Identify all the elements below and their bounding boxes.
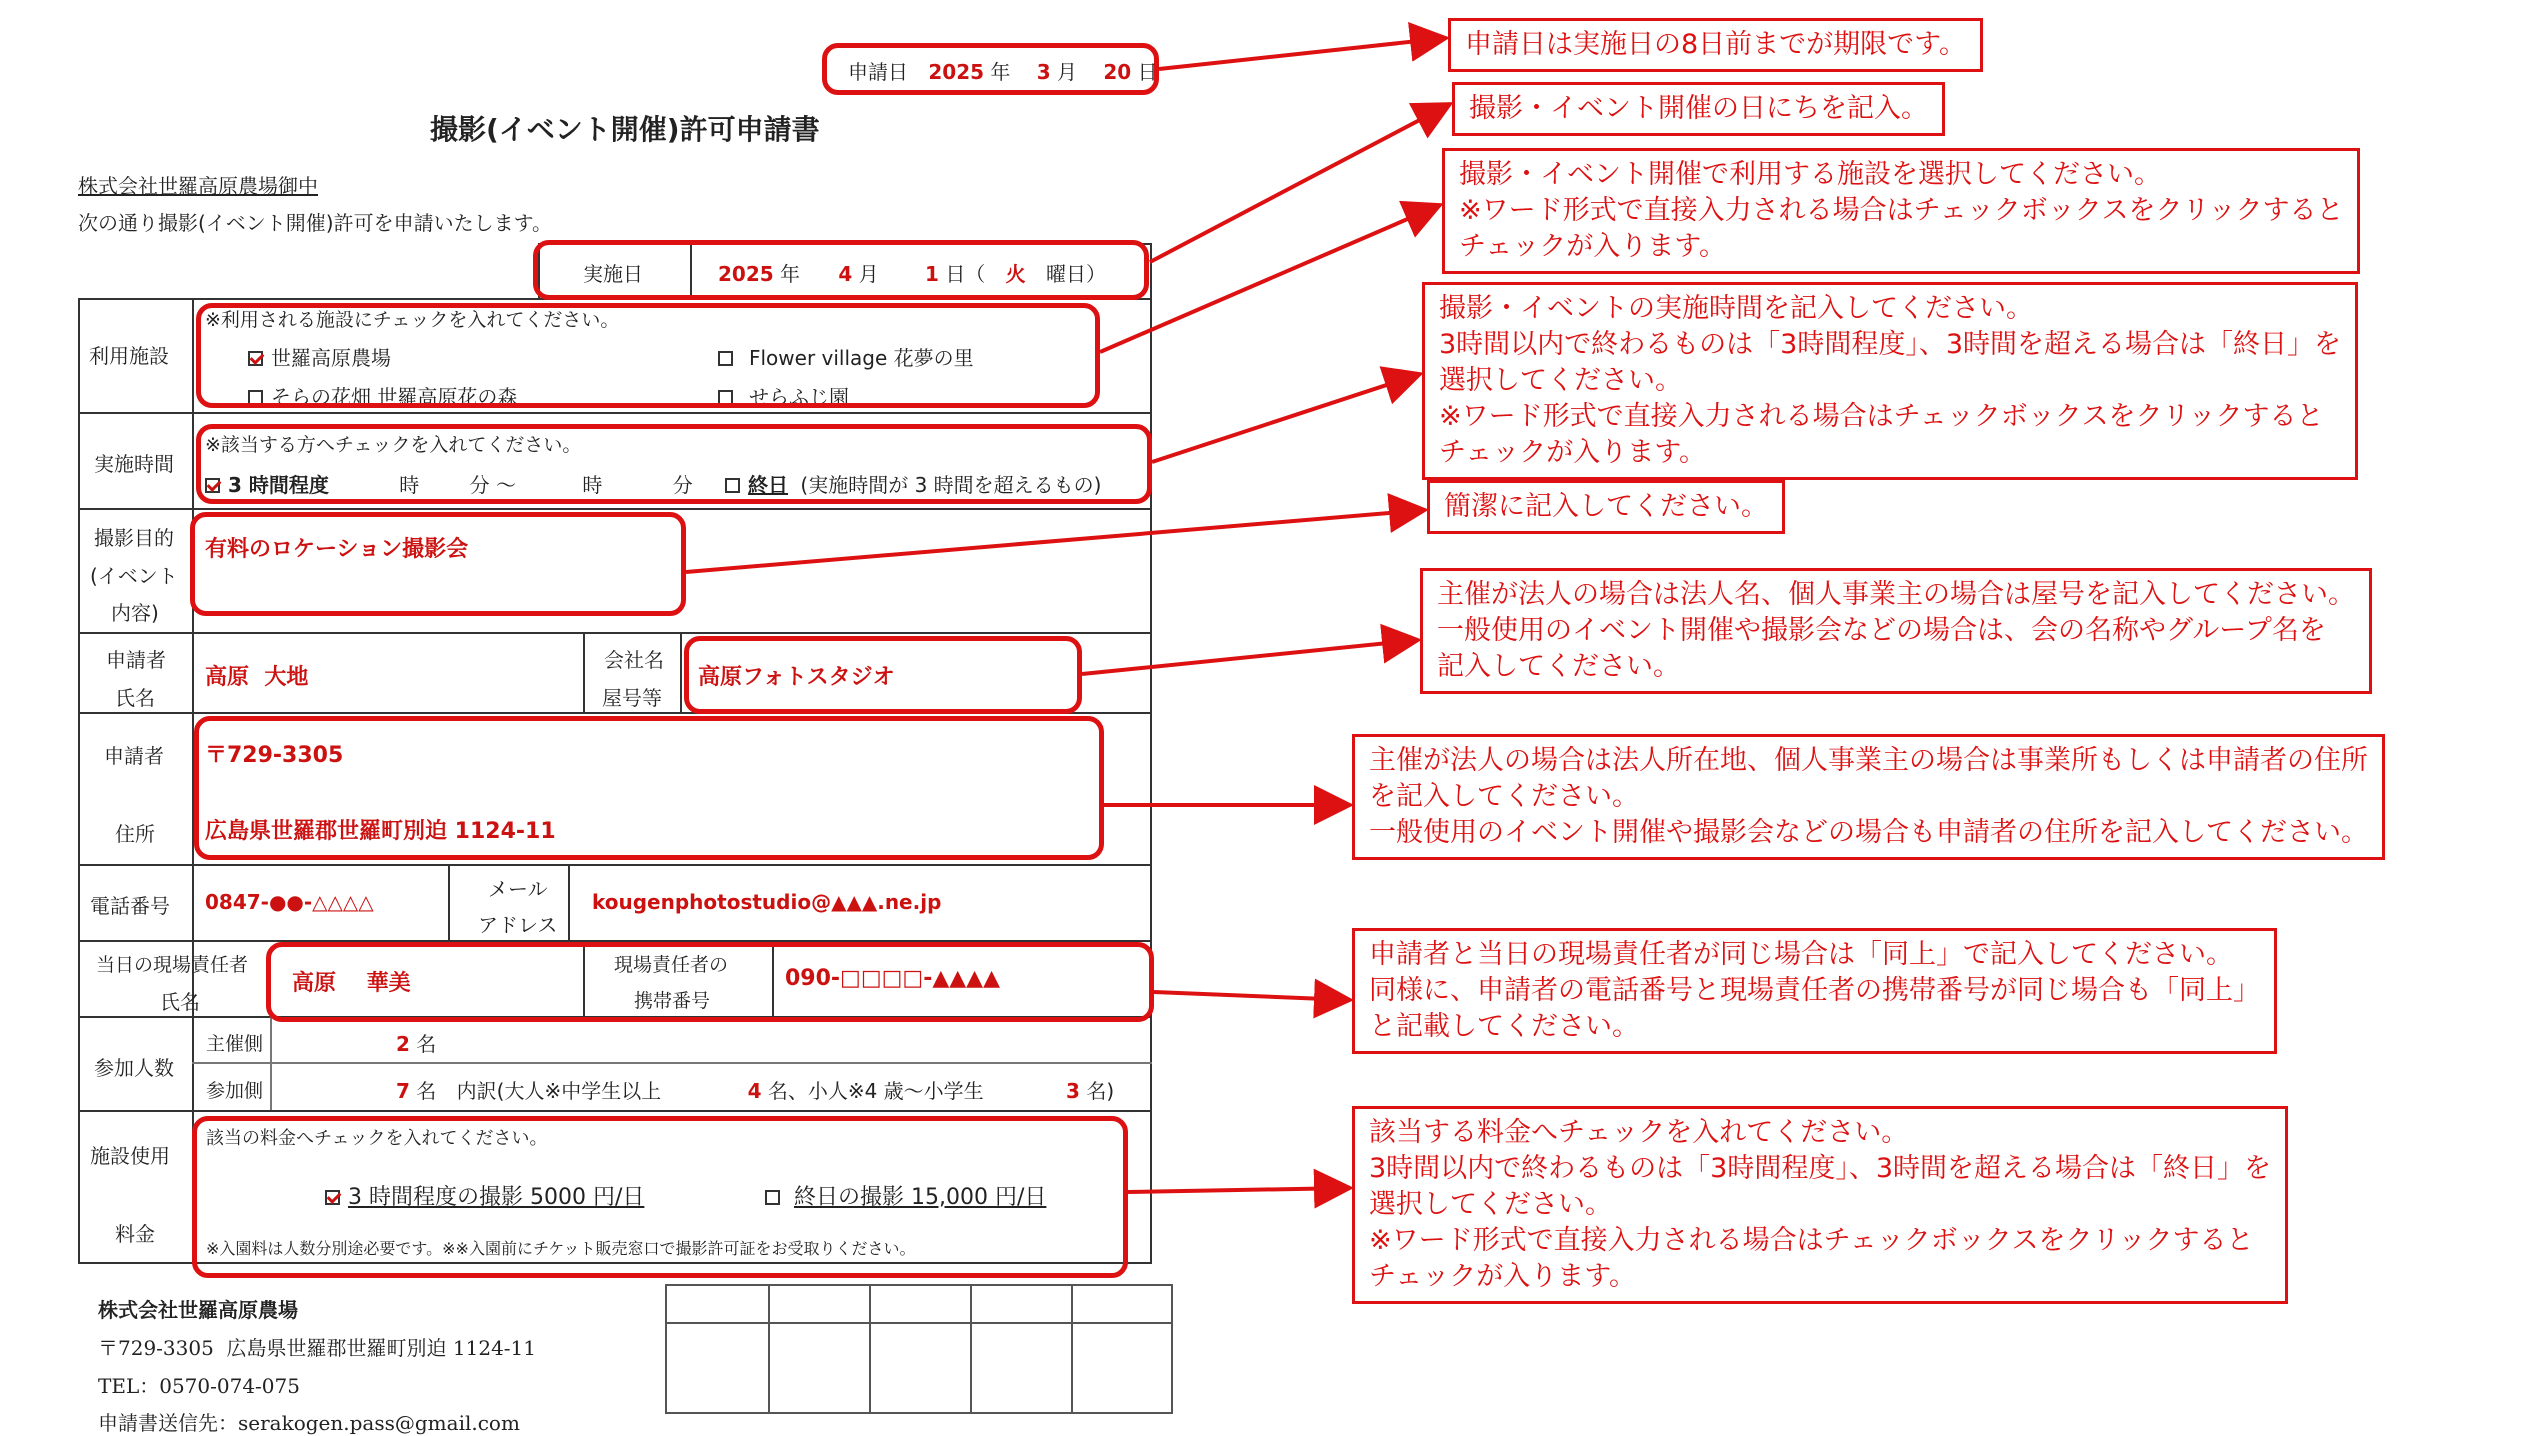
company-label-2: 屋号等 — [602, 686, 662, 710]
guest-label: 参加側 — [206, 1080, 264, 1102]
purpose-label-2: (イベント — [90, 564, 178, 588]
note-9: 該当する料金へチェックを入れてください。 3時間以内で終わるものは「3時間程度」、3時間を超える場合は「終日」を 選択してください。 ※ワード形式で直接入力される場合はチェックボックスをクリックすると チェックが入ります。 — [1352, 1106, 2288, 1304]
manager-label-1: 当日の現場責任者 — [96, 954, 249, 976]
facility-option-1[interactable]: 世羅高原農場 — [248, 342, 391, 371]
footer-address: 〒729-3305 広島県世羅郡世羅町別迫 1124-11 — [98, 1336, 537, 1360]
facility-label: 利用施設 — [89, 344, 169, 368]
impl-date-label: 実施日 — [583, 262, 643, 286]
mobile-value[interactable]: 090-□□□□-▲▲▲▲ — [785, 966, 1001, 991]
arrow-2 — [1150, 104, 1450, 262]
applicant-name-label-1: 申請者 — [106, 648, 166, 672]
time-note: ※該当する方へチェックを入れてください。 — [205, 434, 582, 456]
facility-option-2[interactable]: Flower village 花夢の里 — [718, 342, 974, 371]
arrow-3 — [1100, 205, 1440, 352]
facility-note: ※利用される施設にチェックを入れてください。 — [205, 309, 620, 331]
note-1: 申請日は実施日の8日前までが期限です。 — [1448, 18, 1983, 72]
fee-label-2: 料金 — [115, 1222, 155, 1246]
note-7: 主催が法人の場合は法人所在地、個人事業主の場合は事業所もしくは申請者の住所 を記入してください。 一般使用のイベント開催や撮影会などの場合も申請者の住所を記入してください。 — [1352, 734, 2385, 860]
addressee: 株式会社世羅高原農場御中 — [78, 174, 318, 198]
arrow-1 — [1159, 38, 1446, 69]
note-8: 申請者と当日の現場責任者が同じ場合は「同上」で記入してください。 同様に、申請者の電話番号と現場責任者の携帯番号が同じ場合も「同上」 と記載してください。 — [1352, 928, 2277, 1054]
footer-company: 株式会社世羅高原農場 — [98, 1298, 298, 1322]
arrow-8 — [1154, 992, 1350, 1000]
arrow-5 — [686, 510, 1425, 572]
note-2: 撮影・イベント開催の日にちを記入。 — [1452, 82, 1945, 136]
address-label-1: 申請者 — [104, 744, 164, 768]
arrow-4 — [1152, 374, 1420, 462]
mail-label-2: アドレス — [478, 913, 558, 937]
note-5: 簡潔に記入してください。 — [1427, 480, 1785, 534]
phone-label: 電話番号 — [90, 894, 170, 918]
purpose-label-1: 撮影目的 — [94, 526, 174, 550]
intro-text: 次の通り撮影(イベント開催)許可を申請いたします。 — [78, 211, 553, 235]
arrow-6 — [1082, 640, 1418, 674]
footer-tel: TEL：0570-074-075 — [98, 1374, 300, 1398]
fee-option-all[interactable]: 終日の撮影 15,000 円/日 — [765, 1180, 1046, 1211]
purpose-label-3: 内容) — [111, 601, 159, 625]
address-value[interactable]: 広島県世羅郡世羅町別迫 1124-11 — [205, 819, 556, 844]
note-4: 撮影・イベントの実施時間を記入してください。 3時間以内で終わるものは「3時間程度」、3時間を超える場合は「終日」を 選択してください。 ※ワード形式で直接入力される場合はチェックボックスをクリックすると チェックが入ります。 — [1422, 282, 2358, 480]
mobile-label-1: 現場責任者の — [614, 954, 729, 976]
time-label: 実施時間 — [94, 452, 174, 476]
mobile-label-2: 携帯番号 — [634, 990, 711, 1012]
page-title: 撮影(イベント開催)許可申請書 — [430, 113, 820, 146]
time-row: 3 時間程度 時 分 〜 時 分 終日 (実施時間が 3 時間を超えるもの) — [205, 469, 1101, 498]
impl-date-value: 2025 年 4 月 1 日（ 火 曜日） — [718, 262, 1107, 286]
mail-value[interactable]: kougenphotostudio@▲▲▲.ne.jp — [592, 890, 942, 914]
fee-footnote: ※入園料は人数分別途必要です。※※入園前にチケット販売窓口で撮影許可証をお受取りください。 — [206, 1239, 916, 1258]
fee-option-3h[interactable]: 3 時間程度の撮影 5000 円/日 — [325, 1180, 644, 1211]
facility-option-4[interactable]: せらふじ園 — [718, 381, 849, 410]
company-label-1: 会社名 — [604, 648, 664, 672]
footer-send-to: 申請書送信先：serakogen.pass@gmail.com — [98, 1411, 520, 1435]
guest-breakdown: 7 名 内訳(大人※中学生以上 4 名、小人※4 歳〜小学生 3 名) — [396, 1079, 1115, 1103]
manager-name-value[interactable]: 高原 華美 — [292, 971, 411, 996]
arrow-9 — [1128, 1188, 1350, 1192]
applicant-name-value[interactable]: 高原 大地 — [205, 665, 309, 690]
note-3: 撮影・イベント開催で利用する施設を選択してください。 ※ワード形式で直接入力される場合はチェックボックスをクリックすると チェックが入ります。 — [1442, 148, 2360, 274]
fee-note: 該当の料金へチェックを入れてください。 — [206, 1128, 548, 1149]
application-date: 申請日 2025 年 3 月 20 日 — [848, 60, 1158, 84]
mail-label-1: メール — [488, 877, 548, 901]
note-6: 主催が法人の場合は法人名、個人事業主の場合は屋号を記入してください。 一般使用のイベント開催や撮影会などの場合は、会の名称やグループ名を 記入してください。 — [1420, 568, 2372, 694]
phone-value[interactable]: 0847-●●-△△△△ — [205, 890, 374, 914]
manager-label-2: 氏名 — [160, 990, 200, 1014]
host-label: 主催側 — [206, 1033, 264, 1055]
purpose-value[interactable]: 有料のロケーション撮影会 — [205, 537, 469, 562]
applicant-name-label-2: 氏名 — [115, 686, 155, 710]
address-label-2: 住所 — [115, 822, 155, 846]
host-count: 2 名 — [396, 1032, 437, 1056]
facility-option-3[interactable]: そらの花畑 世羅高原花の森 — [248, 381, 517, 410]
company-value[interactable]: 高原フォトスタジオ — [698, 665, 895, 690]
participants-label: 参加人数 — [94, 1056, 174, 1080]
fee-label-1: 施設使用 — [90, 1144, 170, 1168]
postal-value[interactable]: 〒729-3305 — [205, 743, 344, 768]
